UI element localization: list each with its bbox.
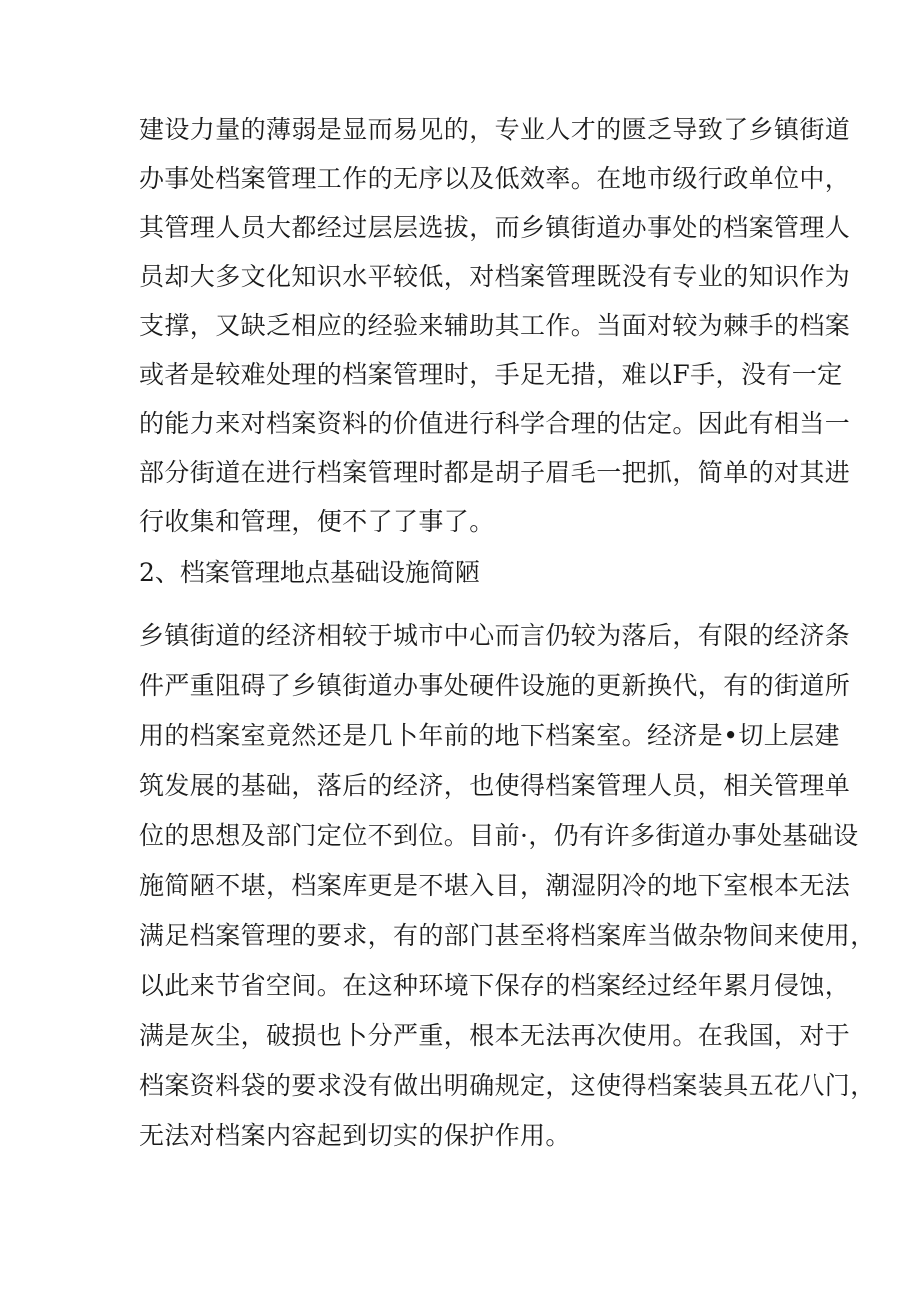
text-line: 建设力量的薄弱是显而易见的，专业人才的匮乏导致了乡镇街道 <box>139 115 851 144</box>
text-line: 支撑，又缺乏相应的经验来辅助其工作。当面对较为棘手的档案 <box>139 311 851 340</box>
text-line: 筑发展的基础，落后的经济，也使得档案管理人员，相关管理单 <box>139 771 851 800</box>
text-line: 或者是较难处理的档案管理时，手足无措，难以F手，没有一定 <box>139 360 843 389</box>
text-line: 乡镇街道的经济相较于城市中心而言仍较为落后，有限的经济条 <box>139 621 851 650</box>
text-line: 部分街道在进行档案管理时都是胡子眉毛一把抓，简单的对其进 <box>139 458 851 487</box>
text-line: 以此来节省空间。在这种环境下保存的档案经过经年累月侵蚀， <box>139 971 851 1000</box>
text-line: 满是灰尘，破损也卜分严重，根本无法再次使用。在我国，对于 <box>139 1021 851 1050</box>
text-line: 位的思想及部门定位不到位。目前·，仍有许多街道办事处基础设 <box>139 821 859 850</box>
text-line: 其管理人员大都经过层层选拔，而乡镇街道办事处的档案管理人 <box>139 213 851 242</box>
text-line: 满足档案管理的要求，有的部门甚至将档案库当做杂物间来使用， <box>139 921 876 950</box>
text-line: 档案资料袋的要求没有做出明确规定，这使得档案装具五花八门， <box>139 1071 876 1100</box>
section-heading: 2、档案管理地点基础设施简陋 <box>139 558 480 587</box>
text-line: 行收集和管理，便不了了事了。 <box>139 507 495 536</box>
text-line: 施简陋不堪，档案库更是不堪入目，潮湿阴冷的地下室根本无法 <box>139 871 851 900</box>
text-line: 无法对档案内容起到切实的保护作用。 <box>139 1121 571 1150</box>
text-line: 件严重阻碍了乡镇街道办事处硬件设施的更新换代，有的街道所 <box>139 671 851 700</box>
text-line: 的能力来对档案资料的价值进行科学合理的估定。因此有相当一 <box>139 409 851 438</box>
text-line: 用的档案室竟然还是几卜年前的地下档案室。经济是•切上层建 <box>139 721 840 750</box>
text-line: 办事处档案管理工作的无序以及低效率。在地市级行政单位中， <box>139 164 851 193</box>
text-line: 员却大多文化知识水平较低，对档案管理既没有专业的知识作为 <box>139 262 851 291</box>
